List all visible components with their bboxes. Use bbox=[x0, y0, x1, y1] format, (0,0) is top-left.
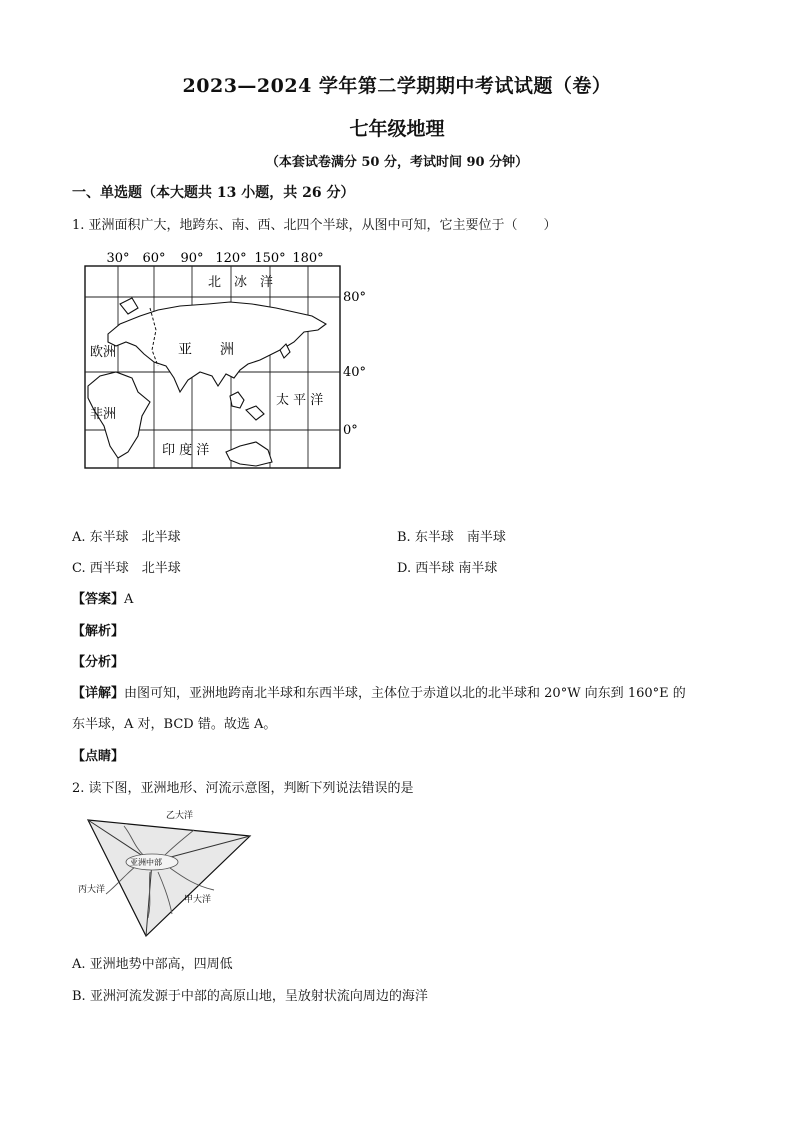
label-arctic-ocean: 北 冰 洋 bbox=[208, 275, 274, 290]
fenxi-tag: 【分析】 bbox=[72, 655, 125, 670]
lon-label-60: 60° bbox=[142, 251, 166, 266]
section-heading: 一、单选题（本大题共 13 小题，共 26 分） bbox=[72, 185, 355, 201]
question-1-map bbox=[80, 246, 380, 476]
lat-label-80: 80° bbox=[343, 290, 367, 305]
label-ocean-yi: 乙大洋 bbox=[166, 811, 194, 821]
exam-title: 2023—2024 学年第二学期期中考试试题（卷） bbox=[182, 75, 612, 97]
label-indian-ocean: 印 度 洋 bbox=[162, 443, 210, 458]
q1-option-c[interactable]: C. 西半球 北半球 bbox=[72, 561, 181, 576]
label-africa: 非洲 bbox=[90, 407, 117, 422]
label-asia: 亚 洲 bbox=[178, 342, 234, 358]
dianjing-tag: 【点睛】 bbox=[72, 749, 125, 764]
lat-label-0: 0° bbox=[343, 423, 358, 438]
q1-answer bbox=[72, 588, 133, 607]
label-pacific-ocean: 太 平 洋 bbox=[276, 393, 324, 408]
detail-line-1 bbox=[72, 682, 686, 701]
detail-text-1: 由图可知，亚洲地跨南北半球和东西半球，主体位于赤道以北的北半球和 20°W 向东到 160°E 的 bbox=[124, 686, 686, 701]
lon-label-90: 90° bbox=[180, 251, 204, 266]
question-2-stem: 2. 读下图，亚洲地形、河流示意图，判断下列说法错误的是 bbox=[72, 781, 414, 796]
label-ocean-bing: 丙大洋 bbox=[78, 885, 106, 895]
detail-line-2: 东半球，A 对，BCD 错。故选 A。 bbox=[72, 717, 277, 732]
question-2-diagram bbox=[74, 806, 254, 941]
asia-triangle bbox=[88, 820, 250, 936]
lon-label-120: 120° bbox=[215, 251, 247, 266]
question-1-stem: 1. 亚洲面积广大，地跨东、南、西、北四个半球，从图中可知，它主要位于（ ） bbox=[72, 218, 557, 233]
label-ocean-jia: 甲大洋 bbox=[184, 895, 212, 905]
lon-label-180: 180° bbox=[292, 251, 324, 266]
detail-tag: 【详解】 bbox=[72, 686, 125, 701]
answer-tag: 【答案】 bbox=[72, 592, 125, 607]
analysis-tag: 【解析】 bbox=[72, 624, 125, 639]
label-central-asia: 亚洲中部 bbox=[130, 858, 162, 867]
lon-label-30: 30° bbox=[106, 251, 130, 266]
q1-option-d[interactable]: D. 西半球 南半球 bbox=[397, 561, 498, 576]
q1-option-a[interactable]: A. 东半球 北半球 bbox=[72, 530, 181, 545]
label-europe: 欧洲 bbox=[90, 345, 117, 360]
q2-option-a[interactable]: A. 亚洲地势中部高，四周低 bbox=[72, 957, 233, 972]
q1-option-b[interactable]: B. 东半球 南半球 bbox=[397, 530, 506, 545]
lat-label-40: 40° bbox=[343, 365, 367, 380]
exam-subtitle: 七年级地理 bbox=[349, 118, 445, 140]
answer-value: A bbox=[124, 592, 134, 607]
q2-option-b[interactable]: B. 亚洲河流发源于中部的高原山地，呈放射状流向周边的海洋 bbox=[72, 989, 428, 1004]
lon-label-150: 150° bbox=[254, 251, 286, 266]
exam-note: （本套试卷满分 50 分，考试时间 90 分钟） bbox=[265, 155, 529, 170]
